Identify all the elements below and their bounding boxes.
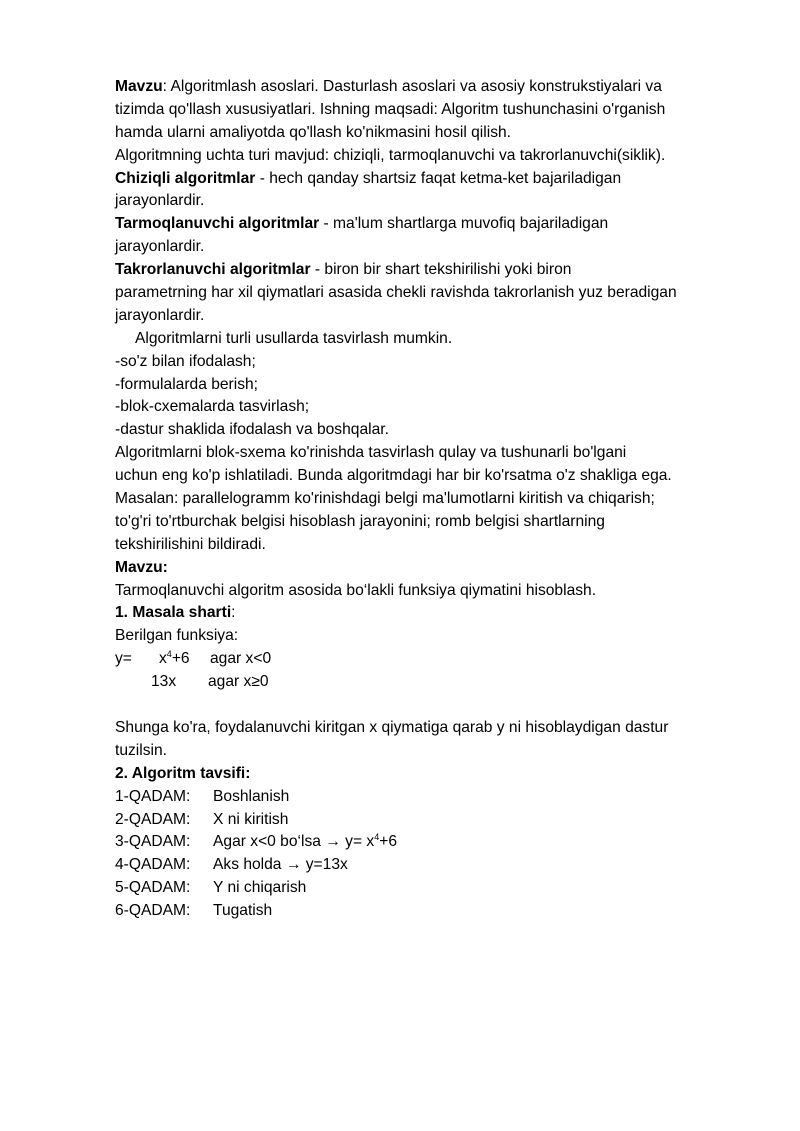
mavzu-colon: : (162, 78, 168, 95)
masala-colon: : (231, 604, 236, 622)
formula-lhs: y= (115, 650, 132, 668)
task-mavzu-heading (115, 557, 745, 580)
formula-case2-condition: agar x≥0 (208, 673, 269, 691)
branch-definition-cont: jarayonlardir. (115, 238, 205, 256)
loop-def-text: - biron bir shart tekshirilishi yoki biron (310, 261, 572, 279)
step-number: 5-QADAM: (115, 879, 191, 897)
blockscheme-line: to'g'ri to'rtburchak belgisi hisoblash jarayonini; romb belgisi shartlarning (115, 512, 605, 530)
step-number: 6-QADAM: (115, 902, 191, 920)
algorithm-step (115, 854, 745, 877)
algorithm-heading-text: 2. Algoritm tavsifi: (115, 764, 251, 782)
method-item: -so'z bilan ifodalash; (115, 352, 256, 370)
step-number: 3-QADAM: (115, 833, 191, 851)
linear-definition-cont: jarayonlardir. (115, 192, 205, 210)
step-text-pre: Agar x<0 bo‘lsa → y= x (213, 833, 375, 851)
step-exponent: 4 (374, 832, 380, 843)
step-number: 4-QADAM: (115, 856, 191, 874)
algorithm-step (115, 900, 745, 923)
branch-definition (115, 213, 745, 236)
step-text: Tugatish (213, 902, 273, 920)
blockscheme-line: Algoritmlarni blok-sxema ko'rinishda tasvirlash qulay va tushunarli bo'lgani (115, 444, 627, 462)
algorithm-step (115, 877, 745, 900)
document-body (115, 76, 745, 923)
loop-definition-cont-1: parametrning har xil qiymatlari asasida chekli ravishda takrorlanish yuz beradigan (115, 284, 677, 302)
algorithm-step (115, 831, 745, 854)
requirement-line-2: tuzilsin. (115, 741, 167, 759)
blockscheme-line: tekshirilishini bildiradi. (115, 535, 266, 553)
linear-definition (115, 168, 745, 191)
formula-case1-condition: agar x<0 (210, 650, 272, 668)
branch-def-text: - ma'lum shartlarga muvofiq bajariladigan (319, 215, 609, 233)
step-text (213, 831, 397, 854)
method-item: -formulalarda berish; (115, 375, 259, 393)
step-number: 1-QADAM: (115, 787, 191, 805)
blockscheme-line: Masalan: parallelogramm ko'rinishdagi belgi ma'lumotlarni kiritish va chiqarish; (115, 490, 655, 508)
intro-line-4: Algoritmning uchta turi mavjud: chiziqli, tarmoqlanuvchi va takrorlanuvchi(siklik). (115, 146, 666, 164)
algorithm-step (115, 809, 745, 832)
formula-plus-six: +6 (171, 650, 190, 668)
intro-line-3: hamda ularni amaliyotda qo'llash ko'nikmasini hosil qilish. (115, 123, 511, 141)
piecewise-formula-row-2 (115, 671, 745, 694)
blockscheme-line: uchun eng ko'p ishlatiladi. Bunda algoritmdagi har bir ko'rsatma o'z shakliga ega. (115, 467, 672, 485)
formula-x: x (159, 650, 167, 668)
task-mavzu-label: Mavzu: (115, 558, 168, 576)
branch-term: Tarmoqlanuvchi algoritmlar (115, 215, 320, 233)
formula-case1-expr (159, 648, 190, 671)
masala-label: 1. Masala sharti (115, 604, 232, 622)
method-item: -dastur shaklida ifodalash va boshqalar. (115, 421, 389, 439)
step-text: X ni kiritish (213, 810, 289, 828)
loop-definition (115, 259, 745, 282)
linear-term: Chiziqli algoritmlar (115, 169, 256, 187)
intro-line-1 (115, 76, 745, 99)
methods-heading: Algoritmlarni turli usullarda tasvirlash mumkin. (135, 329, 453, 347)
given-function-label: Berilgan funksiya: (115, 627, 239, 645)
step-text: Aks holda → y=13x (213, 856, 348, 874)
spacer (115, 694, 745, 717)
algorithm-step (115, 786, 745, 809)
step-text-post: +6 (379, 833, 398, 851)
intro-line-2: tizimda qo'llash xususiyatlari. Ishning maqsadi: Algoritm tushunchasini o'rganish (115, 100, 666, 118)
mavzu-label: Mavzu (115, 78, 163, 95)
method-item: -blok-cxemalarda tasvirlash; (115, 398, 310, 416)
step-text: Y ni chiqarish (213, 879, 307, 897)
step-text: Boshlanish (213, 787, 290, 805)
formula-exponent: 4 (166, 649, 172, 660)
piecewise-formula-row-1 (115, 648, 745, 671)
linear-def-text: - hech qanday shartsiz faqat ketma-ket bajariladigan (255, 169, 622, 187)
loop-term: Takrorlanuvchi algoritmlar (115, 261, 311, 279)
loop-definition-cont-2: jarayonlardir. (115, 306, 205, 324)
requirement-line-1: Shunga ko'ra, foydalanuvchi kiritgan x qiymatiga qarab y ni hisoblaydigan dastur (115, 718, 669, 736)
intro-text: Algoritmlash asoslari. Dasturlash asoslari va asosiy konstrukstiyalari va (167, 78, 662, 95)
step-number: 2-QADAM: (115, 810, 191, 828)
masala-heading (115, 602, 745, 625)
formula-case2-expr: 13x (151, 673, 177, 691)
task-topic: Tarmoqlanuvchi algoritm asosida bo‘lakli funksiya qiymatini hisoblash. (115, 581, 597, 599)
algorithm-heading (115, 763, 745, 786)
